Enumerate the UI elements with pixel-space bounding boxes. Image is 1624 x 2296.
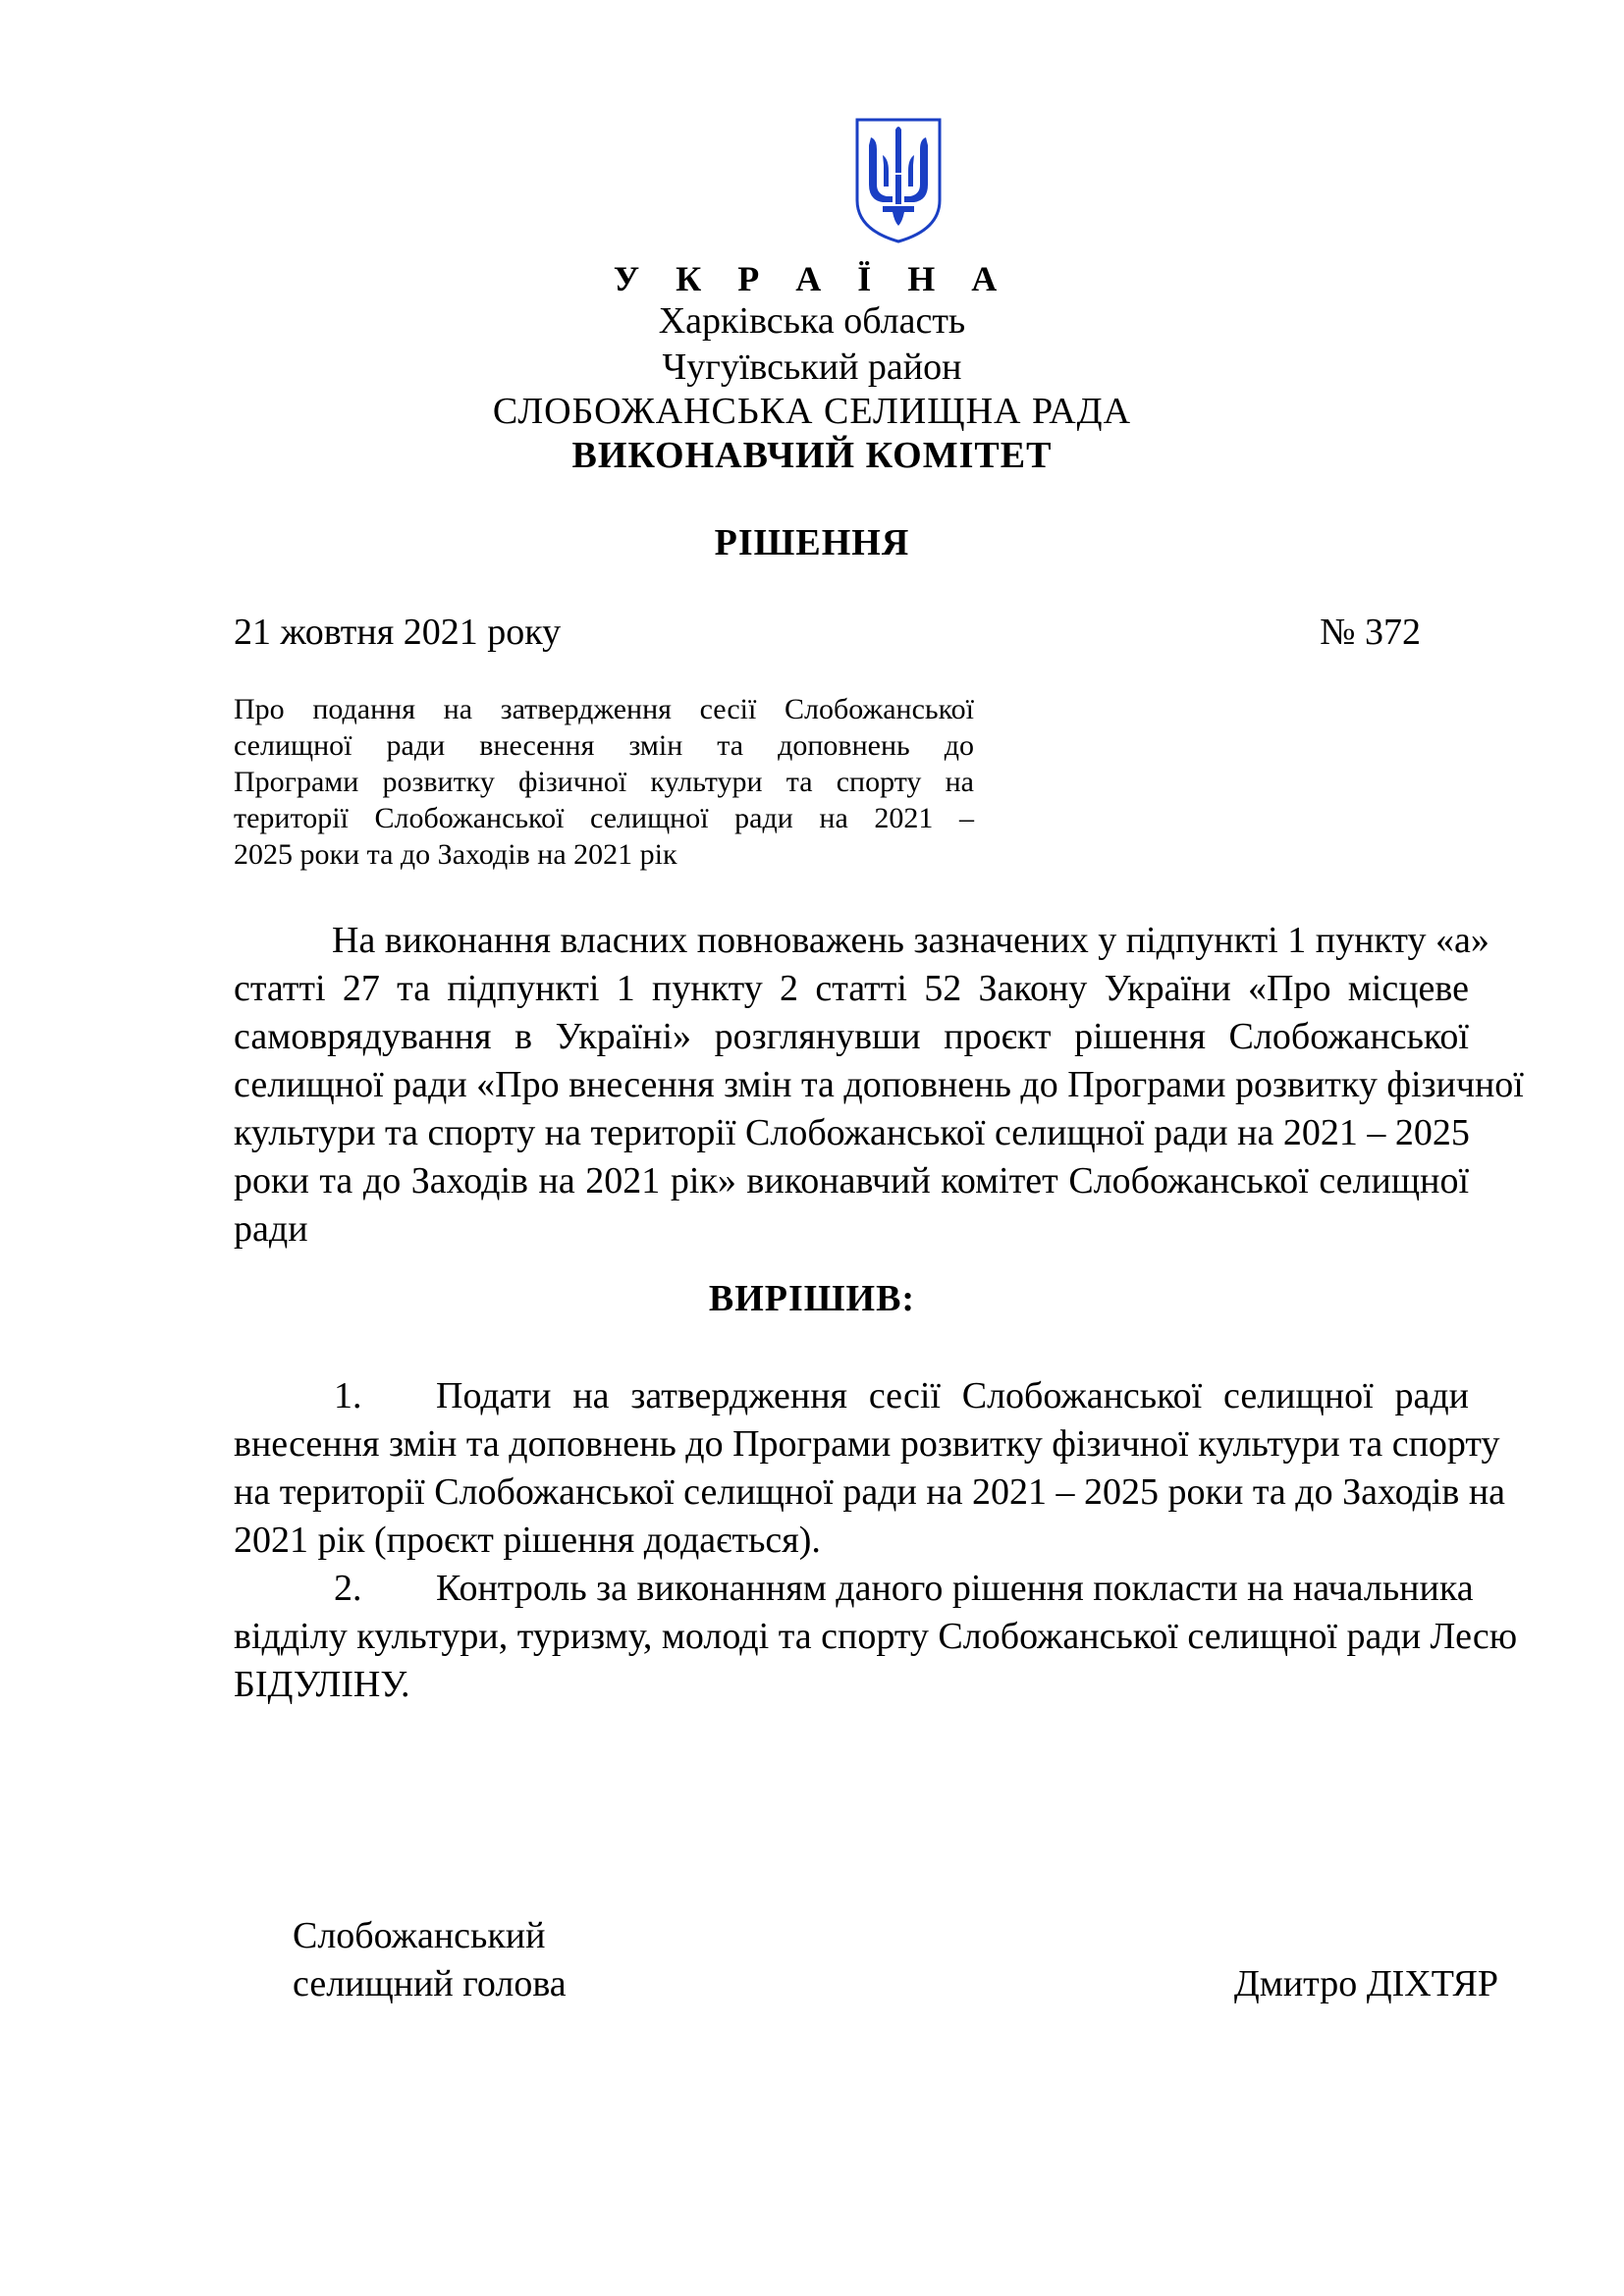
preamble-line: селищної ради «Про внесення змін та доповнень до Програми розвитку фізичної	[234, 1064, 1524, 1105]
signatory-title-line: селищний голова	[293, 1963, 567, 2004]
coat-of-arms-icon	[853, 116, 944, 245]
subject-line: 2025 роки та до Заходів на 2021 рік	[234, 838, 677, 871]
country-name: У К Р А Ї Н А	[613, 259, 1011, 298]
preamble-line: На виконання власних повноважень зазначених у підпункті 1 пункту «а»	[332, 920, 1489, 961]
decision-date: 21 жовтня 2021 року	[234, 612, 562, 653]
preamble-line: культури та спорту на території Слобожанської селищної ради на 2021 – 2025	[234, 1112, 1470, 1153]
item-text: Контроль за виконанням даного рішення покласти на начальника	[436, 1568, 1474, 1609]
signatory-title	[293, 1912, 567, 2008]
item-1-line: на території Слобожанської селищної ради на 2021 – 2025 роки та до Заходів на	[234, 1471, 1506, 1513]
decision-subject	[234, 691, 974, 873]
item-number: 2.	[334, 1568, 362, 1609]
subject-line: Програми розвитку фізичної культури та спорту на	[234, 766, 974, 798]
committee-name: ВИКОНАВЧИЙ КОМІТЕТ	[571, 435, 1053, 476]
subject-line: Про подання на затвердження сесії Слобожанської	[234, 693, 974, 725]
subject-line: селищної ради внесення змін та доповнень до	[234, 729, 974, 762]
council-name: СЛОБОЖАНСЬКА СЕЛИЩНА РАДА	[492, 391, 1132, 432]
item-2-line: БІДУЛІНУ.	[234, 1664, 410, 1705]
preamble-line: ради	[234, 1208, 308, 1250]
preamble-line: роки та до Заходів на 2021 рік» виконавчий комітет Слобожанської селищної	[234, 1160, 1469, 1201]
oblast-name: Харківська область	[658, 300, 966, 342]
document-type-heading: РІШЕННЯ	[714, 522, 910, 563]
item-text: Подати на затвердження сесії Слобожанської селищної ради	[436, 1375, 1469, 1416]
item-1-line: 2021 рік (проєкт рішення додається).	[234, 1520, 821, 1561]
item-1-line	[234, 1372, 1469, 1420]
decision-number: № 372	[1320, 612, 1421, 653]
item-2-line: відділу культури, туризму, молоді та спорту Слобожанської селищної ради Лесю	[234, 1616, 1518, 1657]
subject-line: території Слобожанської селищної ради на 2021 –	[234, 802, 974, 834]
item-1-line: внесення змін та доповнень до Програми розвитку фізичної культури та спорту	[234, 1423, 1500, 1465]
rayon-name: Чугуївський район	[662, 347, 962, 388]
signatory-name: Дмитро ДІХТЯР	[1233, 1963, 1498, 2004]
item-2-line	[234, 1565, 1474, 1613]
resolution-items	[234, 1372, 1518, 1709]
preamble-line: статті 27 та підпункті 1 пункту 2 статті 52 Закону України «Про місцеве	[234, 968, 1469, 1009]
signatory-title-line: Слобожанський	[293, 1915, 546, 1956]
resolved-heading: ВИРІШИВ:	[708, 1278, 916, 1319]
preamble-paragraph	[234, 917, 1524, 1254]
preamble-line: самоврядування в Україні» розглянувши проєкт рішення Слобожанської	[234, 1016, 1469, 1057]
item-number: 1.	[334, 1375, 362, 1416]
